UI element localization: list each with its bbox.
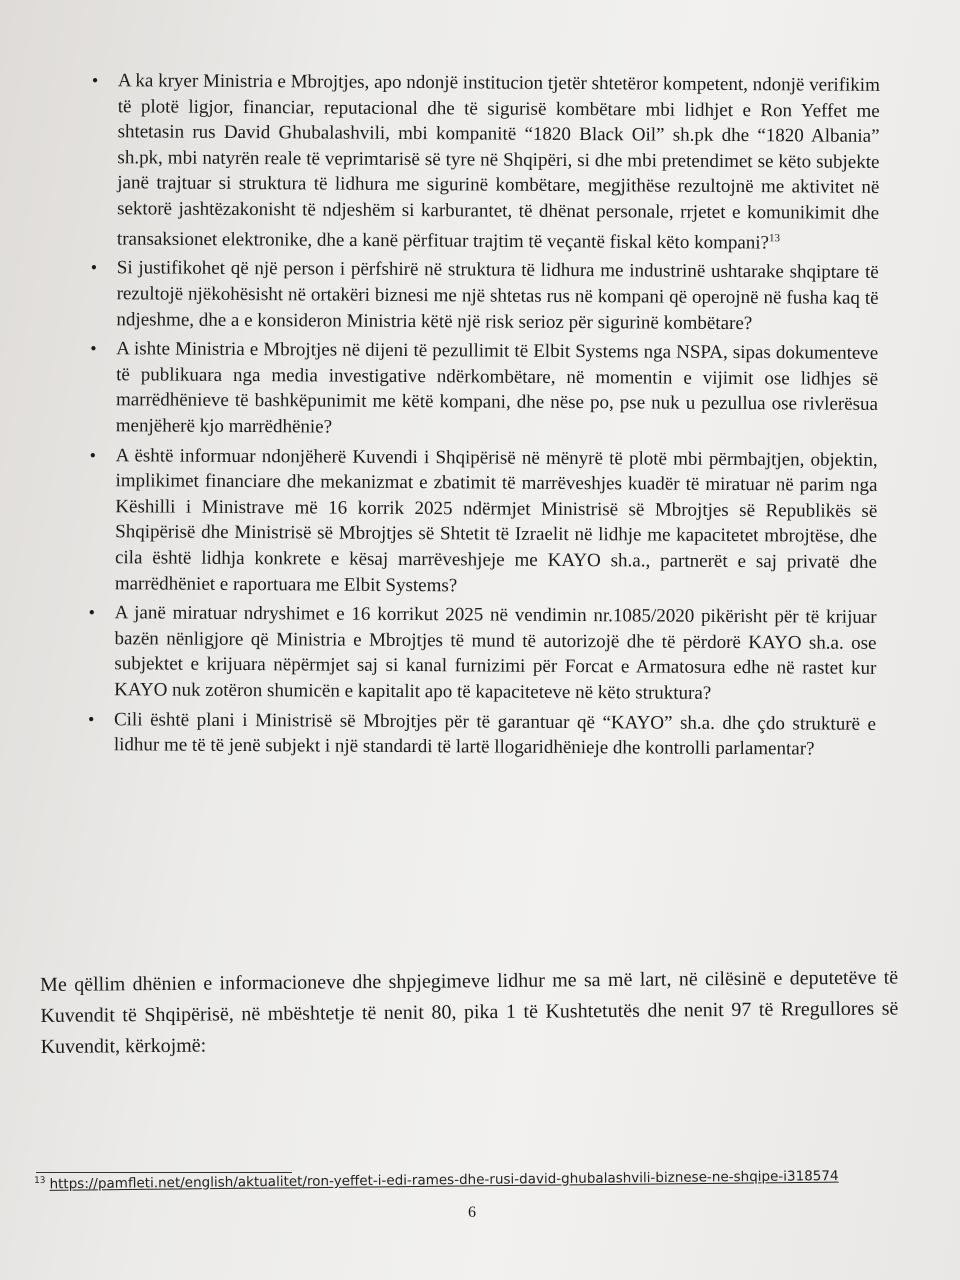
closing-paragraph: Me qëllim dhënien e informacioneve dhe shpjegimeve lidhur me sa më lart, në cilësinë e deputetëve të Kuvendit të Shqipërisë, në mbështetje të nenit 80, pika 1 të Kushtetutës dhe nenit 97 të Rregullores së Kuvendit, kërkojmë:	[40, 966, 899, 1058]
footnote	[34, 1167, 914, 1193]
list-item	[79, 68, 880, 256]
bullet-icon: •	[90, 338, 97, 359]
bullet-icon: •	[87, 708, 95, 729]
footnote-number: 13	[34, 1175, 46, 1186]
question-text: Cili është plani i Ministrisë së Mbrojtjes për të garantuar që “KAYO” sh.a. dhe çdo strukturë e lidhur me të të jenë subjekt i një standardi të lartë llogaridhënieje dhe kontrolli parlamentar?	[113, 708, 877, 760]
footnote-link[interactable]: https://pamfleti.net/english/aktualitet/ron-yeffet-i-edi-rames-dhe-rusi-david-ghubalashvili-biznese-ne-shqipe-i318574	[49, 1168, 839, 1193]
question-text: A ishte Ministria e Mbrojtjes në dijeni të pezullimit të Elbit Systems nga NSPA, sipas dokumenteve të publikuara nga media investigative ndërkombëtare, në momentin e vijimit ose lidhjes së marrëdhënieve të bashkëpunimit me këtë kompani, dhe nëse po, pse nuk u pezullua ose rivlerësua menjëherë kjo marrëdhënie?	[115, 338, 879, 438]
list-item	[76, 707, 876, 763]
question-text: A ka kryer Ministria e Mbrojtjes, apo ndonjë institucion tjetër shtetëror kompetent, ndonjë verifikim të plotë ligjor, financiar, reputacional dhe të sigurisë kombëtare mbi lidhjet e Ron Yeffet me shtetasin rus David Ghubalashvili, mbi kompanitë “1820 Black Oil” sh.pk dhe “1820 Albania” sh.pk, mbi natyrën reale të veprimtarisë së tyre në Shqipëri, si dhe mbi pretendimet se këto subjekte janë trajtuar si struktura të lidhura me sigurinë kombëtare, megjithëse rezultojnë me aktivitet në sektorë jashtëzakonisht të ndjeshëm si karburantet, të dhënat personale, rrjetet e komunikimit dhe transaksionet elektronike, dhe a kanë përfituar trajtim të veçantë fiskal këto kompani?	[116, 70, 880, 254]
list-item	[78, 336, 879, 443]
list-item	[78, 255, 878, 337]
bullet-icon: •	[90, 257, 98, 278]
bullet-icon: •	[88, 602, 96, 623]
bullet-icon: •	[91, 70, 99, 91]
list-item	[76, 600, 877, 707]
question-text: A janë miratuar ndryshimet e 16 korrikut 2025 në vendimin nr.1085/2020 pikërisht për të krijuar bazën nënligjore që Ministria e Mbrojtjes të mund të autorizojë dhe të përdorë KAYO sh.a. ose subjektet e krijuara nëpërmjet saj si kanal furnizimi për Forcat e Armatosura edhe në rastet kur KAYO nuk zotëron shumicën e kapitalit apo të kapaciteteve në këto struktura?	[114, 602, 877, 704]
list-item	[77, 443, 878, 601]
footnote-reference[interactable]: 13	[769, 231, 781, 244]
question-text: Si justifikohet që një person i përfshirë në struktura të lidhura me industrinë ushtarake shqiptare të rezultojë njëkohësisht në ortakëri biznesi me një shtetas rus në kompani që operojnë në fusha kaq të ndjeshme, dhe a e konsideron Ministria këtë një risk serioz për sigurinë kombëtare?	[116, 257, 879, 334]
question-list	[76, 68, 880, 767]
page-number: 6	[468, 1204, 476, 1221]
bullet-icon: •	[89, 444, 97, 465]
question-text: A është informuar ndonjëherë Kuvendi i Shqipërisë në mënyrë të plotë mbi përmbajtjen, objektin, implikimet financiare dhe mekanizmat e zbatimit të marrëveshjes kuadër të miratuar në parim nga Këshilli i Ministrave më 16 korrik 2025 ndërmjet Ministrisë së Mbrojtjes së Republikës së Shqipërisë dhe Ministrisë së Mbrojtjes së Shtetit të Izraelit në lidhje me kapacitetet mbrojtëse, dhe cila është lidhja konkrete e kësaj marrëveshjeje me KAYO sh.a., partnerët e saj privatë dhe marrëdhëniet e raportuara me Elbit Systems?	[114, 444, 878, 596]
